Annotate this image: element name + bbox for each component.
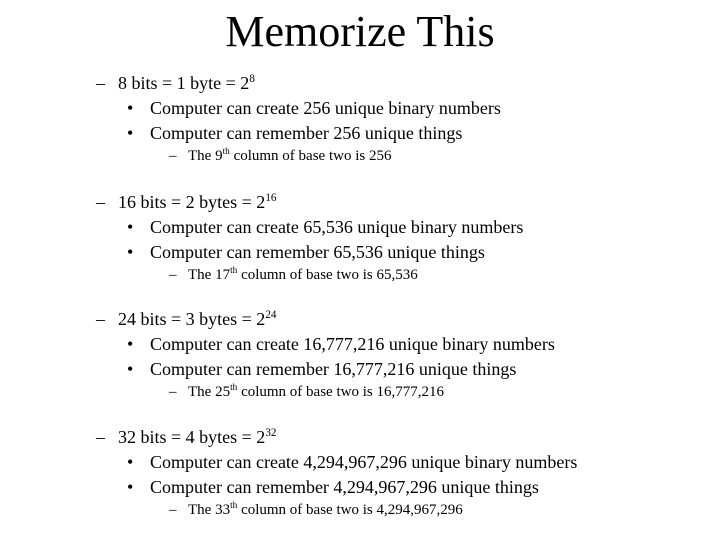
heading-text: 32 bits = 4 bytes = 2 [118,427,266,447]
heading-exponent: 8 [249,73,255,86]
slide-title: Memorize This [225,7,495,56]
bullet-item [127,122,462,144]
bullet-item [127,216,523,238]
heading-text: 24 bits = 3 bytes = 2 [118,309,266,329]
sub-note [169,147,391,165]
bullet-text: Computer can remember 256 unique things [150,123,463,143]
bullet-item [127,97,501,119]
group-heading [96,426,276,448]
dash-marker: – [169,267,177,283]
bullet-item [127,451,577,473]
bullet-text: Computer can create 65,536 unique binary numbers [150,217,524,237]
bullet-marker: • [127,242,134,262]
note-text-post: column of base two is 65,536 [237,267,418,283]
sub-note [169,383,444,401]
note-text-pre: The 25 [188,384,231,400]
dash-marker: – [169,148,177,164]
bullet-text: Computer can create 256 unique binary numbers [150,98,501,118]
note-text-post: column of base two is 256 [229,148,392,164]
bullet-text: Computer can remember 65,536 unique things [150,242,485,262]
note-ordinal-suffix: th [230,383,238,394]
note-text-pre: The 17 [188,267,231,283]
group-heading [96,72,255,94]
bullet-text: Computer can create 4,294,967,296 unique binary numbers [150,452,578,472]
bullet-item [127,358,516,380]
sub-note [169,501,463,519]
dash-marker: – [96,427,105,447]
bullet-text: Computer can create 16,777,216 unique binary numbers [150,334,555,354]
dash-marker: – [96,309,105,329]
dash-marker: – [96,73,105,93]
note-ordinal-suffix: th [222,147,230,158]
group-heading [96,308,276,330]
note-ordinal-suffix: th [230,501,238,512]
heading-exponent: 16 [265,192,277,205]
bullet-marker: • [127,359,134,379]
dash-marker: – [169,384,177,400]
heading-exponent: 24 [265,309,277,322]
heading-exponent: 32 [265,427,277,440]
bullet-text: Computer can remember 4,294,967,296 unique things [150,477,539,497]
heading-text: 8 bits = 1 byte = 2 [118,73,250,93]
bullet-marker: • [127,123,134,143]
bullet-marker: • [127,217,134,237]
dash-marker: – [96,192,105,212]
bullet-marker: • [127,98,134,118]
sub-note [169,266,418,284]
note-text-post: column of base two is 16,777,216 [237,384,444,400]
bullet-text: Computer can remember 16,777,216 unique things [150,359,517,379]
bullet-marker: • [127,334,134,354]
bullet-item [127,476,539,498]
note-ordinal-suffix: th [230,266,238,277]
note-text-pre: The 9 [188,148,223,164]
group-heading [96,191,276,213]
bullet-item [127,333,555,355]
bullet-marker: • [127,477,134,497]
note-text-pre: The 33 [188,502,231,518]
bullet-marker: • [127,452,134,472]
dash-marker: – [169,502,177,518]
heading-text: 16 bits = 2 bytes = 2 [118,192,266,212]
bullet-item [127,241,485,263]
note-text-post: column of base two is 4,294,967,296 [237,502,463,518]
